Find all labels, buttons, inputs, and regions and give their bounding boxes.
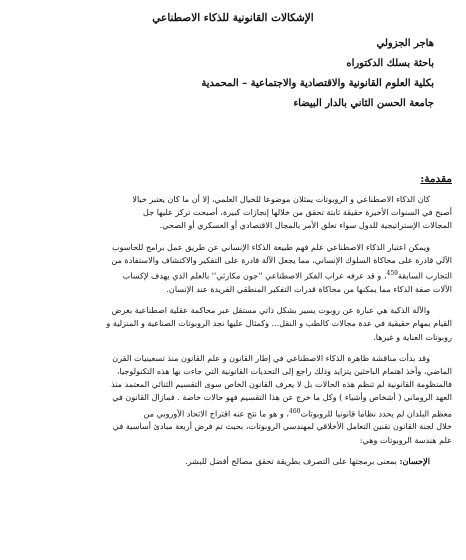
paragraph-fragment: بمعنى برمجتها على التصرف بطريقة تحقق مصالح أفضل للبشر.: [185, 455, 400, 466]
paragraph-line: فالمنظومة القانونية لم تنظم هذه الحالات بل لا يعرف القانون الخاص سوى التقسيم الثنائي المعتمد منذ: [111, 379, 452, 390]
paragraph-line: روبوتات العناية و غيرها.: [373, 331, 452, 342]
paragraph-fragment: ، و هو ما نتج عنه اقتراح الاتحاد الأوروبي من: [143, 408, 289, 419]
paragraph-fragment: ، و قد عرفه عراب الفكر الاصطناعي ''جون مكارثي'' بالعلم الذي يهدف لإكساب: [122, 270, 387, 281]
paragraph-line: علم هندسة الروبوتات وهي:: [359, 434, 452, 445]
document-title: الإشكالات القانونية للذكاء الاصطناعي: [152, 12, 314, 24]
paragraph-line: [14, 405, 452, 421]
author-role: باحثة بسلك الدكتوراه: [346, 58, 434, 69]
paragraph-4: [14, 352, 452, 447]
paragraph-1: [14, 193, 452, 233]
paragraph-2: [14, 241, 452, 297]
paragraph-line: خلال لجنة القانون تقنين التعامل الأخلاقي لمهندسي الروبوتات، بحيث تم فرض أربعة مبادئ أساسية في: [112, 421, 452, 432]
paragraph-line: الآلي قادرة على محاكاة السلوك الإنساني، مما يجعل الآلة قادرة على التفكير والاكتشاف والاستفادة من: [111, 254, 452, 265]
paragraph-fragment: التجارب السابقة: [397, 270, 452, 281]
paragraph-line: الماضي، وأخذ اهتمام الباحثين يتزايد وذلك راجع إلى التحديات القانونية التي جاءت بها هذه التكنولوجيا،: [116, 365, 452, 376]
footnote-ref-459[interactable]: 459: [386, 270, 398, 278]
author-name: هاجر الجزولي: [376, 38, 434, 49]
author-faculty: بكلية العلوم القانونية والاقتصادية والاجتماعية – المحمدية: [201, 78, 434, 89]
author-university: جامعة الحسن الثاني بالدار البيضاء: [293, 98, 434, 109]
paragraph-line: وقد بدأت مناقشة ظاهرة الذكاء الاصطناعي في إطار القانون و علم القانون منذ تسعينيات القرن: [112, 352, 430, 363]
paragraph-fragment: معظم البلدان لم يحدد نظاما قانونيا للروبوتات: [300, 408, 452, 419]
paragraph-line: القيام بمهام حقيقية في عدة مجالات كالطب و النقل... وكمثال عليها نجد الروبوتات الصناعية و المنزلية و: [106, 318, 452, 329]
intro-heading: مقدمة:: [420, 173, 452, 185]
paragraph-line: والآلة الذكية هي عبارة عن روبوت يسير بشكل ذاتي مستقل عبر محاكمة عقلية اصطناعية بغرض: [111, 305, 430, 316]
paragraph-line: ويمكن اعتبار الذكاء الاصطناعي علم فهم طبيعة الذكاء الإنساني عن طريق عمل برامج للحاسوب: [111, 241, 430, 252]
paragraph-3: [14, 304, 452, 344]
paragraph-line: [14, 455, 452, 468]
paragraph-line: المجالات الإستراتيجية للدول سواء تعلق الأمر بالمجال الاقتصادي أو العسكري أو الصحي.: [159, 220, 452, 231]
paragraph-line: أصبح في السنوات الأخيرة حقيقة ثابتة تحقق من خلالها إنجازات كبيرة، أصبحت تركز عليها جل: [143, 207, 452, 218]
footnote-ref-460[interactable]: 460: [289, 407, 301, 415]
paragraph-line: الآلات صفة الذكاء مما يمكنها من محاكاة قدرات التفكير المنطقي الفريدة عند الإنسان.: [166, 283, 452, 294]
paragraph-5: [14, 455, 452, 468]
author-block: [14, 38, 434, 109]
term-label: الإحسان:: [399, 455, 430, 466]
paragraph-line: كان الذكاء الاصطناعي و الروبوتات يمثلان موضوعا للخيال العلمي، إلا أن ما كان يعتبر خيالا: [132, 194, 430, 204]
paragraph-line: [14, 267, 452, 283]
paragraph-line: العهد الروماني ( أشخاص وأشياء ) وكل ما خرج عن هذا التقسيم فهو حالات خاصة . فمازال القانون في: [112, 392, 452, 403]
